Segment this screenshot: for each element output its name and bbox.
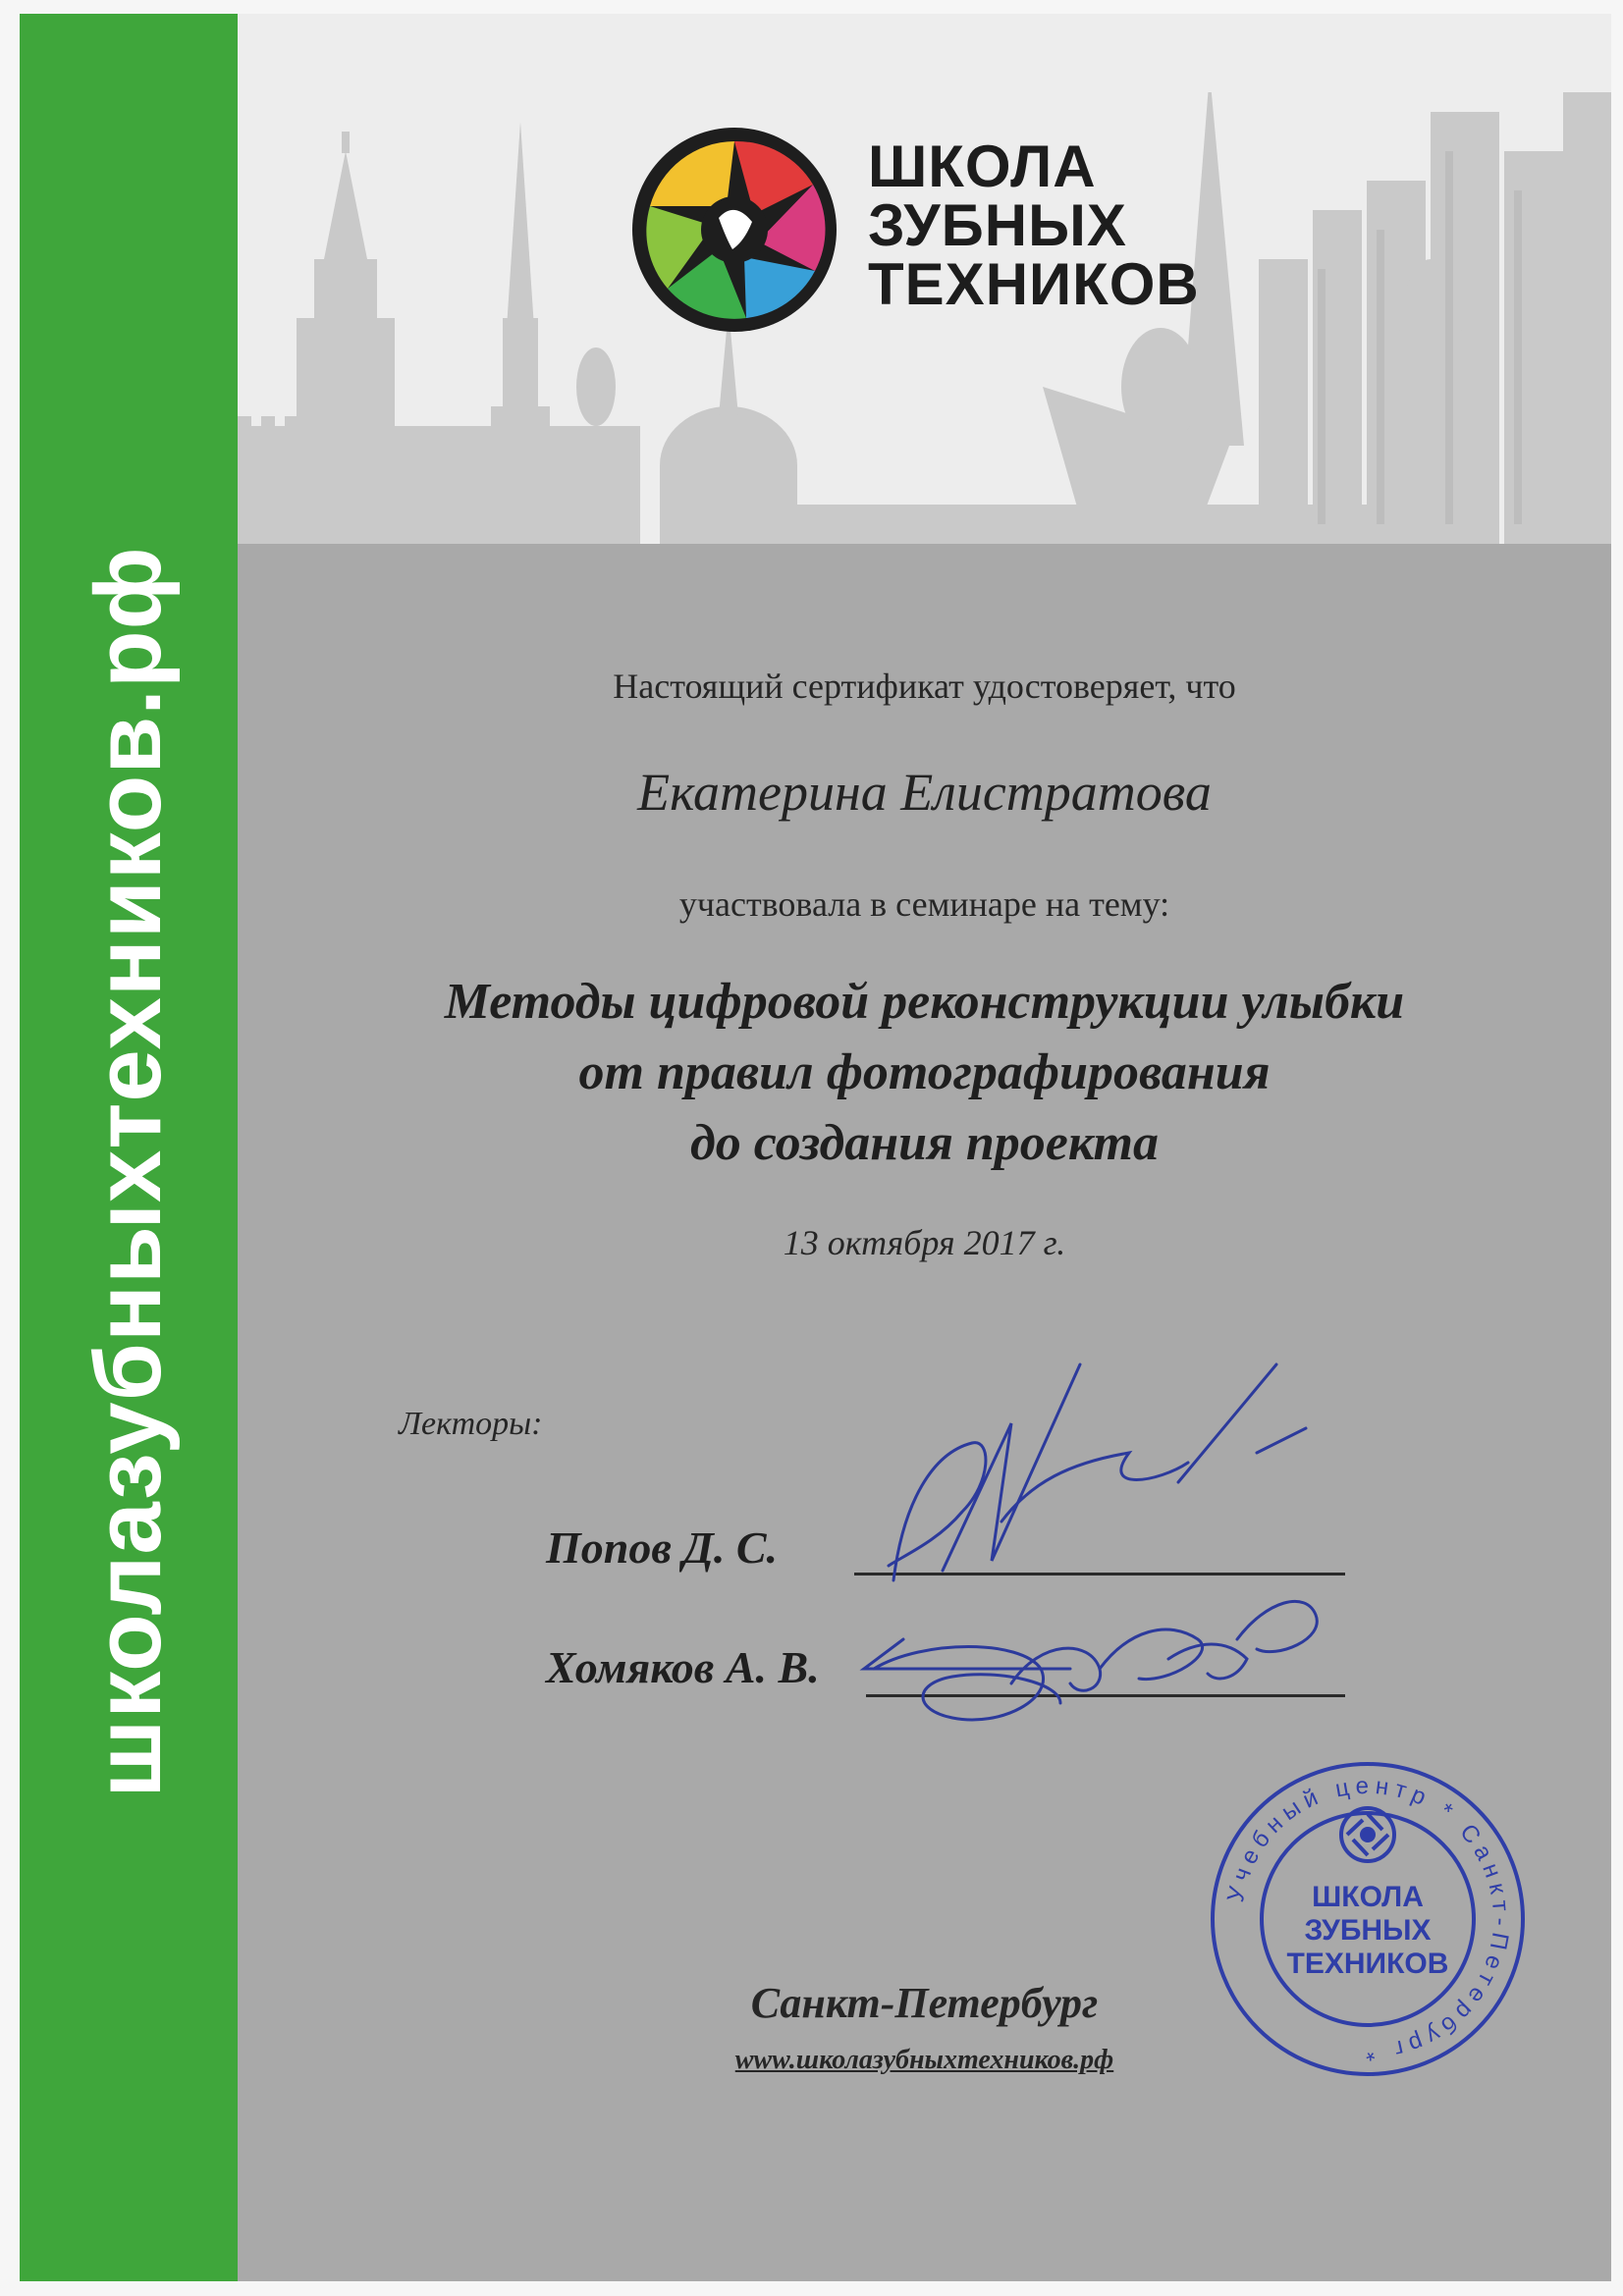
topic-line: до создания проекта: [690, 1115, 1159, 1171]
topic-line: Методы цифровой реконструкции улыбки: [444, 974, 1405, 1030]
logo-line-1: ШКОЛА: [868, 133, 1097, 199]
participation-text: участвовала в семинаре на тему:: [678, 884, 1170, 924]
lecturer-name: Попов Д. С.: [546, 1522, 779, 1573]
svg-text:Учебный центр * Санкт-Петербур: Учебный центр * Санкт-Петербург *: [1222, 1772, 1515, 2066]
side-band-website-text: школазубныхтехников.рф: [76, 546, 181, 1798]
svg-text:ШКОЛА: ШКОЛА: [1312, 1881, 1424, 1913]
certificate-intro: Настоящий сертификат удостоверяет, что: [613, 667, 1236, 706]
aperture-logo-icon: [628, 124, 840, 336]
handwritten-signatures: [844, 1345, 1394, 1757]
svg-text:ТЕХНИКОВ: ТЕХНИКОВ: [1286, 1948, 1449, 1980]
website-url: [238, 2045, 1611, 2076]
lecturers-label: Лекторы:: [399, 1406, 543, 1442]
seminar-topic: [238, 967, 1611, 1179]
official-stamp-seal: [1206, 1757, 1530, 2081]
logo-line-2: ЗУБНЫХ: [868, 192, 1127, 258]
logo-line-3: ТЕХНИКОВ: [868, 251, 1200, 317]
lecturer-name: Хомяков А. В.: [546, 1642, 820, 1692]
school-logo: [628, 124, 1257, 340]
logo-wordmark: [868, 133, 1200, 317]
seminar-date: 13 октября 2017 г.: [783, 1223, 1066, 1262]
topic-line: от правил фотографирования: [578, 1044, 1271, 1100]
side-band: [20, 14, 238, 2281]
svg-text:ЗУБНЫХ: ЗУБНЫХ: [1304, 1914, 1432, 1947]
header-area: [238, 14, 1611, 544]
recipient-name: Екатерина Елистратова: [637, 763, 1212, 822]
city-name: Санкт-Петербург: [750, 1979, 1099, 2027]
website-url-text: www.школазубныхтехников.рф: [734, 2045, 1114, 2075]
